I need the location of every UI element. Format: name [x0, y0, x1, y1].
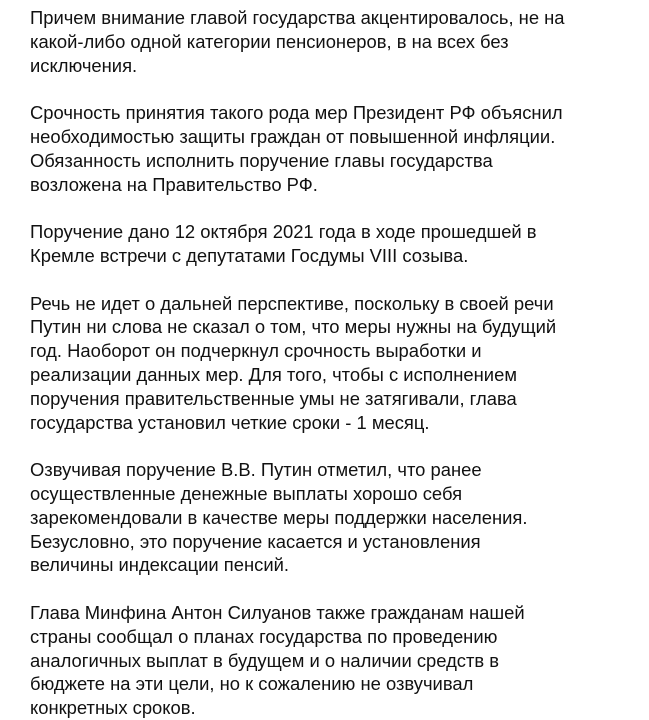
- text-line: Срочность принятия такого рода мер Президент РФ объяснил: [30, 102, 563, 124]
- text-line: реализации данных мер. Для того, чтобы с исполнением: [30, 363, 517, 385]
- paragraph: [30, 601, 649, 720]
- text-line: аналогичных выплат в будущем и о наличии средств в: [30, 649, 500, 671]
- text-line: величины индексации пенсий.: [30, 554, 289, 576]
- text-line: осуществленные денежные выплаты хорошо себя: [30, 482, 463, 504]
- text-line: исключения.: [30, 54, 138, 76]
- paragraph: [30, 101, 649, 196]
- text-line: Речь не идет о дальней перспективе, поскольку в своей речи: [30, 292, 554, 314]
- text-line: необходимостью защиты граждан от повышенной инфляции.: [30, 125, 556, 147]
- paragraph: [30, 6, 649, 77]
- text-line: Путин ни слова не сказал о том, что меры нужны на будущий: [30, 316, 557, 338]
- text-line: государства установил четкие сроки - 1 месяц.: [30, 411, 430, 433]
- text-line: страны сообщал о планах государства по проведению: [30, 625, 498, 647]
- text-line: конкретных сроков.: [30, 697, 196, 719]
- paragraph: [30, 292, 649, 435]
- text-line: Причем внимание главой государства акцентировалось, не на: [30, 7, 565, 28]
- text-line: поручения правительственные умы не затягивали, глава: [30, 387, 517, 409]
- text-line: Поручение дано 12 октября 2021 года в ходе прошедшей в: [30, 221, 537, 243]
- text-line: бюджете на эти цели, но к сожалению не озвучивал: [30, 673, 474, 695]
- text-line: какой-либо одной категории пенсионеров, в на всех без: [30, 30, 509, 52]
- text-line: Обязанность исполнить поручение главы государства: [30, 149, 493, 171]
- text-line: Глава Минфина Антон Силуанов также гражданам нашей: [30, 601, 525, 623]
- text-line: Озвучивая поручение В.В. Путин отметил, что ранее: [30, 459, 482, 481]
- text-line: зарекомендовали в качестве меры поддержки населения.: [30, 506, 528, 528]
- text-line: Кремле встречи с депутатами Госдумы VIII созыва.: [30, 244, 469, 266]
- text-line: Безусловно, это поручение касается и установления: [30, 530, 481, 552]
- text-line: возложена на Правительство РФ.: [30, 173, 318, 195]
- paragraph: [30, 220, 649, 268]
- text-line: год. Наоборот он подчеркнул срочность выработки и: [30, 340, 482, 362]
- paragraph: [30, 458, 649, 577]
